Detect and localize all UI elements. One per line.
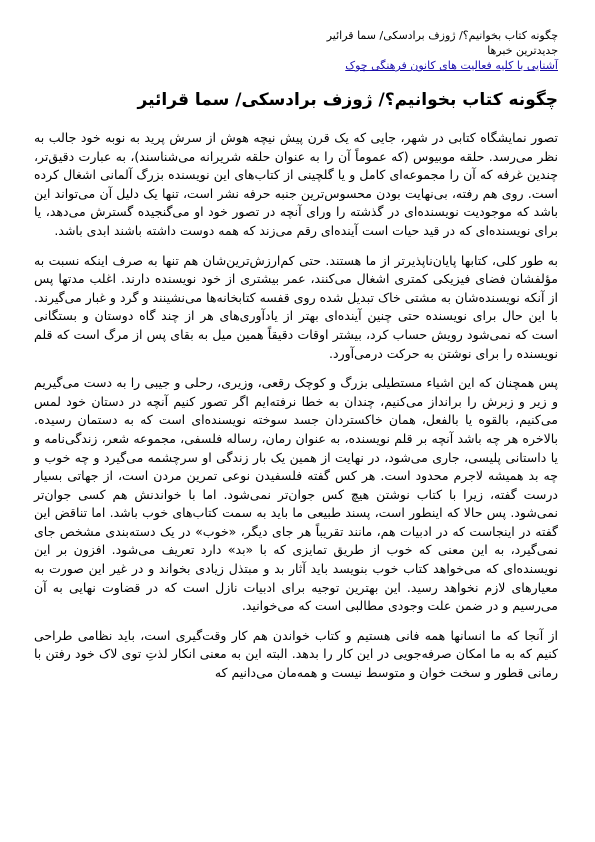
activities-link[interactable]: آشنایی با کلیه فعالیت های کانون فرهنگی چوک bbox=[345, 59, 558, 72]
latest-news-label: جدیدترین خبرها bbox=[487, 44, 558, 57]
document-page bbox=[34, 28, 558, 694]
paragraph-3: پس همچنان که این اشیاء مستطیلی بزرگ و کوچک رقعی، وزیری، رحلی و جیبی را به دست می‌گیریم و زیر و زبرش را برانداز می‌کنیم، چندان به خطا نرفته‌ایم اگر تصور کنیم آنچه در دستان خود لمس می‌کنیم، بالقوه یا بالفعل، همان خاکستردان جسد سوخته نویسنده‌ای است که به دستمان رسیده. بالاخره هر چه باشد آنچه بر قلم نویسنده، به عنوان رمان، رساله فلسفی، مجموعه شعر، زندگی‌نامه و یا داستانی پلیسی، جاری می‌شود، در نهایت از همین یک بار زندگی او سرچشمه می‌گیرد و چه خوب و چه بد همیشه لاجرم محدود است. هر کس گفته فلسفیدن نوعی تمرین مردن است، از جهاتی بسیار درست گفته، زیرا با کتاب نوشتن هیچ کس جوان‌تر نمی‌شود. اما با خواندنش هم کسی جوان‌تر نمی‌شود. پس حالا که اینطور است، پسند طبیعی ما باید به سمت کتاب‌های خوب باشد. اما تناقض این گفته در اینجاست که در ادبیات هم، مانند تقریباً هر جای دیگر، «خوب» در یک دسته‌بندی مشخص جای نمی‌گیرد، به این معنی که خوب از طریق تمایزی که با «بد» دارد تعریف می‌شود. افزون بر این نویسنده‌ای که می‌خواهد کتاب خوب بنویسد باید آثار بد و مبتذل زیادی بخواند و در غیر این صورت به معیارهای لازم نخواهد رسید. این بهترین توجیه برای ادبیات نازل است که در قضاوت نهایی به آن می‌رسیم و در ضمن علت وجودی مطالبی است که می‌خوانید. bbox=[34, 375, 558, 614]
header-meta bbox=[34, 28, 558, 73]
paragraph-1: تصور نمایشگاه کتابی در شهر، جایی که یک قرن پیش نیچه هوش از سرش پرید به نوبه خود جالب به نظر می‌رسد. حلقه موبیوس (که عموماً آن را به عنوان حلقه شریرانه می‌شناسند)، به عبارت دقیق‌تر، چندین غرفه که آن را مجموعه‌ای کامل و یا گلچینی از کتاب‌های این نویسنده بزرگ آلمانی اشغال کرده است. روی هم رفته، بی‌نهایت بودن محسوس‌ترین جنبه حرفه نشر است، تنها یک دلیل آن می‌تواند این باشد که موجودیت نویسنده‌ای در گذشته را ورای آنچه در تصور خود او می‌گنجیده گسترش می‌دهد، یا برای نویسنده‌ای که در قید حیات است آینده‌ای رقم می‌زند که همه دوست داشته باشند ابدی باشد. bbox=[34, 130, 558, 238]
header-title-line: چگونه کتاب بخوانیم؟/ ژوزف برادسکی/ سما قرائیر bbox=[326, 29, 558, 42]
paragraph-4: از آنجا که ما انسانها همه فانی هستیم و کتاب خواندن هم کار وقت‌گیری است، باید نظامی طراحی کنیم که به ما امکان صرفه‌جویی در این کار را بدهد. البته این به معنی انکار لذتِ توی لاک خود رفتن با رمانی قطور و سخت خوان و متوسط نیست و همه‌مان می‌دانیم که bbox=[34, 627, 558, 681]
article-body bbox=[34, 129, 558, 683]
paragraph-2: به طور کلی، کتابها پایان‌ناپذیرتر از ما هستند. حتی کم‌ارزش‌ترین‌شان هم تنها به صرف اینکه نسبت به مؤلفشان فضای فیزیکی کمتری اشغال می‌کنند، عمر بیشتری از خود نویسنده دارند. اغلب مدتها پس از آنکه نویسنده‌شان به مشتی خاک تبدیل شده روی قفسه کتابخانه‌ها می‌نشینند و گرد و غبار می‌گیرند. با این حال برای نویسنده حتی چنین آینده‌ای بهتر از یادآوری‌های هر از چند گاه دوستان و بستگانی است که نمی‌شود رویش حساب کرد، بیشتر اوقات دقیقاً همین میل به بقای پس از مرگ است که قلم نویسنده را برای نوشتن به حرکت درمی‌آورد. bbox=[34, 252, 558, 361]
article-title: چگونه کتاب بخوانیم؟/ ژوزف برادسکی/ سما قرائیر bbox=[137, 90, 558, 110]
